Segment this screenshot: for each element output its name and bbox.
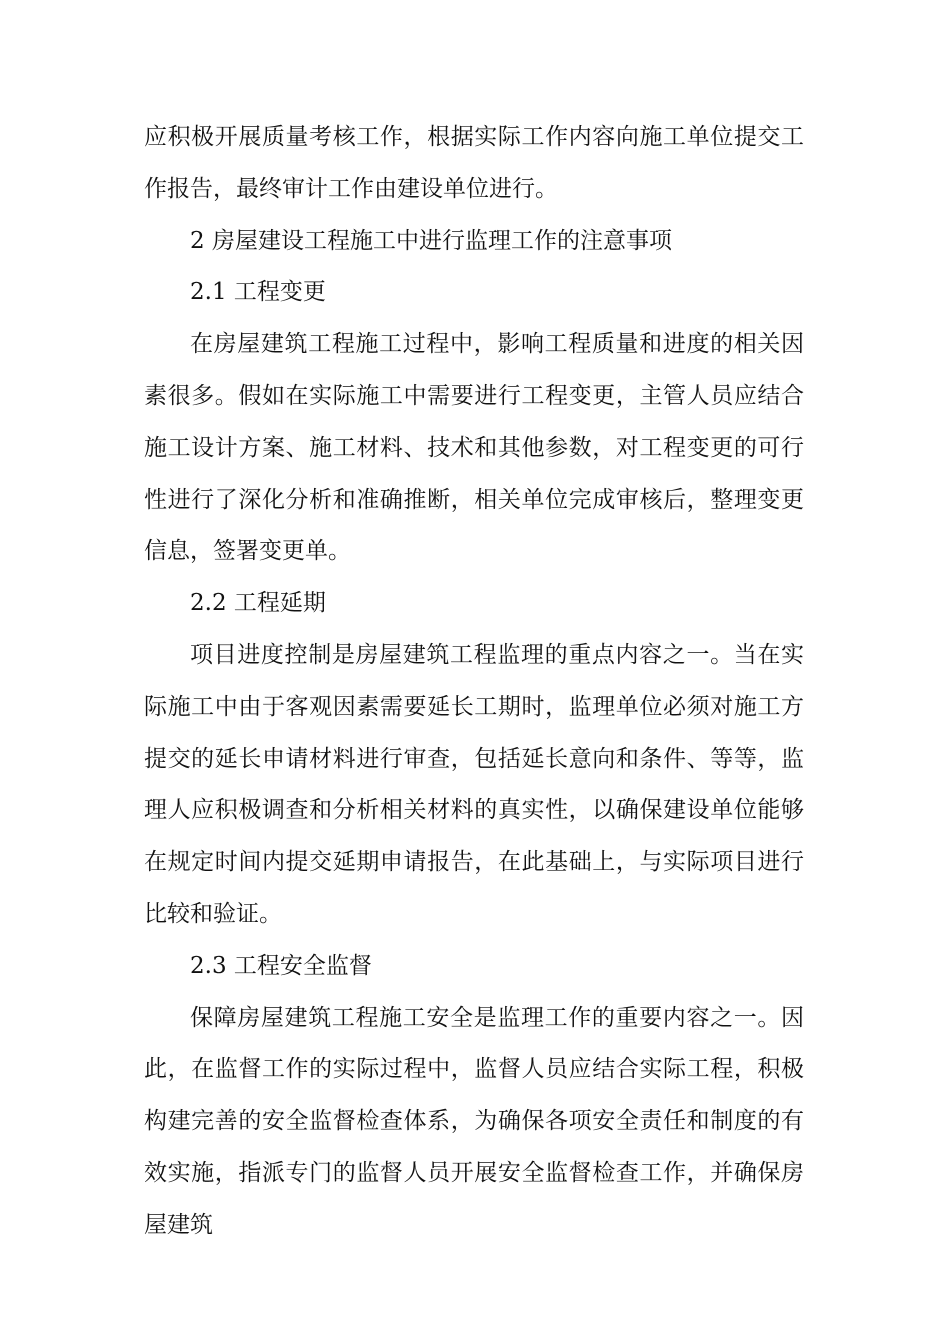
subsection-heading-2-3: 2.3 工程安全监督 bbox=[190, 952, 372, 979]
paragraph-continuation: 应积极开展质量考核工作，根据实际工作内容向施工单位提交工作报告，最终审计工作由建设单位进行。 bbox=[144, 124, 804, 202]
document-body bbox=[144, 112, 804, 1252]
paragraph-engineering-delay: 项目进度控制是房屋建筑工程监理的重点内容之一。当在实际施工中由于客观因素需要延长工期时，监理单位必须对施工方提交的延长申请材料进行审查，包括延长意向和条件、等等，监理人应积极调查和分析相关材料的真实性，以确保建设单位能够在规定时间内提交延期申请报告，在此基础上，与实际项目进行比较和验证。 bbox=[144, 641, 804, 927]
paragraph-safety-supervision: 保障房屋建筑工程施工安全是监理工作的重要内容之一。因此，在监督工作的实际过程中，监督人员应结合实际工程，积极构建完善的安全监督检查体系，为确保各项安全责任和制度的有效实施，指派专门的监督人员开展安全监督检查工作，并确保房屋建筑 bbox=[144, 1004, 804, 1238]
subsection-heading-2-2: 2.2 工程延期 bbox=[190, 590, 326, 617]
subsection-heading-2-1: 2.1 工程变更 bbox=[190, 279, 326, 306]
section-heading-2: 2 房屋建设工程施工中进行监理工作的注意事项 bbox=[190, 227, 672, 254]
paragraph-engineering-change: 在房屋建筑工程施工过程中，影响工程质量和进度的相关因素很多。假如在实际施工中需要进行工程变更，主管人员应结合施工设计方案、施工材料、技术和其他参数，对工程变更的可行性进行了深化分析和准确推断，相关单位完成审核后，整理变更信息，签署变更单。 bbox=[144, 331, 804, 565]
